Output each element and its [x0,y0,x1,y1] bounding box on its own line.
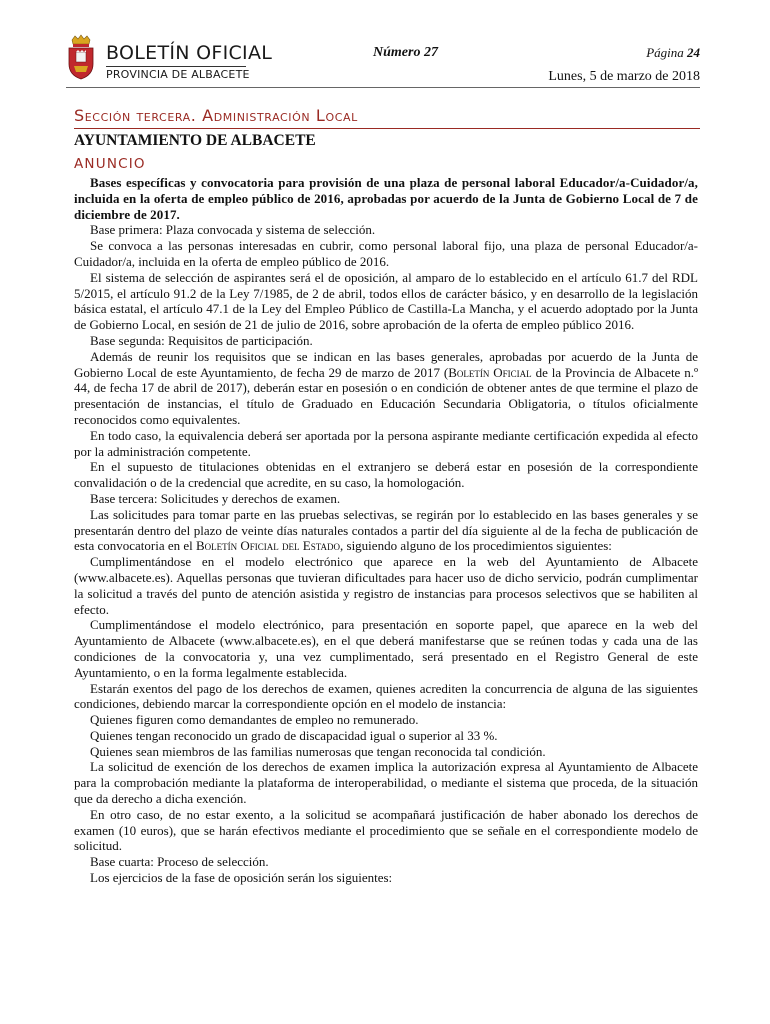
paragraph: Los ejercicios de la fase de oposición serán los siguientes: [90,870,393,886]
paragraph: En todo caso, la equivalencia deberá ser aportada por la persona aspirante mediante certificación expedida al efecto por la administración competente. [74,427,698,459]
document-body [74,175,698,886]
paragraph: Se convoca a las personas interesadas en cubrir, como personal laboral fijo, una plaza de personal Educador/a-Cuidador/a, incluida en la oferta de empleo público de 2016. [74,238,698,269]
coat-of-arms-icon [66,34,96,80]
bulletin-reference: Boletín Oficial del Estado [196,538,341,554]
paragraph [74,507,698,554]
text-run: Las solicitudes para tomar parte en las pruebas selectivas, se regirán por lo establecido en las bases generales y se presentarán dentro del plazo de veinte días naturales contados a partir del día siguiente al de la fecha de publicación de esta convocatoria en el [74,506,698,554]
bulletin-reference: Boletín Oficial [448,364,532,380]
paragraph: Estarán exentos del pago de los derechos de examen, quienes acrediten la concurrencia de alguna de las siguientes condiciones, debiendo marcar la correspondiente opción en el modelo de instancia: [74,680,698,712]
paragraph: Base segunda: Requisitos de participación. [90,332,313,348]
notice-label: ANUNCIO [74,156,146,172]
issue-number: Número 27 [373,45,438,60]
list-item: Quienes tengan reconocido un grado de discapacidad igual o superior al 33 %. [90,727,498,743]
page-number-value: 24 [687,45,700,60]
notice-lead: Bases específicas y convocatoria para provisión de una plaza de personal laboral Educador/a-Cuidador/a, incluida en la oferta de empleo público de 2016, aprobadas por acuerdo de la Junta de Gobierno Local de 7 de diciembre de 2017. [74,175,698,222]
paragraph [74,349,698,428]
bulletin-subtitle: PROVINCIA DE ALBACETE [106,68,250,81]
section-title: Sección tercera. Administración Local [74,106,358,125]
bulletin-title: BOLETÍN OFICIAL [106,42,273,64]
list-item: Quienes sean miembros de las familias numerosas que tengan reconocida tal condición. [90,743,546,759]
page-label: Página [646,45,684,60]
paragraph: La solicitud de exención de los derechos de examen implica la autorización expresa al Ayuntamiento de Albacete para la comprobación mediante la plataforma de interoperabilidad, o mediante el sistema que proceda, de la situación que da derecho a dicha exención. [74,759,698,807]
paragraph: Base tercera: Solicitudes y derechos de examen. [90,490,341,506]
text-run: , siguiendo alguno de los procedimientos siguientes: [340,538,612,554]
text-run: Además de reunir los requisitos que se indican en las bases generales, aprobadas por acuerdo de la Junta de Gobierno Local de este Ayuntamiento, de fecha 29 de marzo de 2017 ( [74,348,698,380]
paragraph: Base cuarta: Proceso de selección. [90,854,269,870]
paragraph: En el supuesto de titulaciones obtenidas en el extranjero se deberá estar en posesión de la correspondiente convalidación o de la credencial que acredite, en su caso, la homologación. [74,459,698,491]
paragraph: Cumplimentándose en el modelo electrónico que aparece en la web del Ayuntamiento de Albacete (www.albacete.es). Aquellas personas que tuvieran dificultades para hacer uso de dicho servicio, podrán cumplimentar la solicitud a través del punto de atención asistida y registro de instancias para procesos selectivos que se habiliten al efecto. [74,554,698,617]
brand-divider [106,66,246,67]
paragraph: Cumplimentándose el modelo electrónico, para presentación en soporte papel, que aparece en la web del Ayuntamiento de Albacete (www.albacete.es), en el que deberá manifestarse que se reúnen todas y cada una de las condiciones de la convocatoria y, una vez cumplimentado, será presentado en el Registro General de este Ayuntamiento, o en la forma legalmente establecida. [74,617,698,680]
list-item: Quienes figuren como demandantes de empleo no remunerado. [90,712,419,728]
page-number [646,45,700,61]
paragraph: En otro caso, de no estar exento, a la solicitud se acompañará justificación de haber abonado los derechos de examen (10 euros), que se harán efectivos mediante el procedimiento que se señale en el correspondiente modelo de solicitud. [74,806,698,854]
publication-date: Lunes, 5 de marzo de 2018 [548,69,700,84]
header-divider [66,87,700,88]
text-run: de la Provincia de Albacete n.º 44, de fecha 17 de abril de 2017), deberán estar en posesión o en condición de obtener antes de que termine el plazo de presentación de instancias, el título de Graduado en Educación Secundaria Obligatoria, o títulos oficialmente reconocidos como equivalentes. [74,364,698,427]
paragraph: El sistema de selección de aspirantes será el de oposición, al amparo de lo establecido en el artículo 61.7 del RDL 5/2015, el artículo 91.2 de la Ley 7/1985, de 2 de abril, todos ellos de carácter básico, y en desarrollo de la legislación básica estatal, el artículo 47.1 de la Ley del Empleo Público de Castilla-La Mancha, y el acuerdo adoptado por la Junta de Gobierno Local, en sesión de 21 de julio de 2016, sobre aprobación de la oferta de empleo público 2016. [74,269,698,333]
section-divider [74,128,700,129]
organization-heading: AYUNTAMIENTO DE ALBACETE [74,132,316,149]
paragraph: Base primera: Plaza convocada y sistema de selección. [90,222,376,238]
